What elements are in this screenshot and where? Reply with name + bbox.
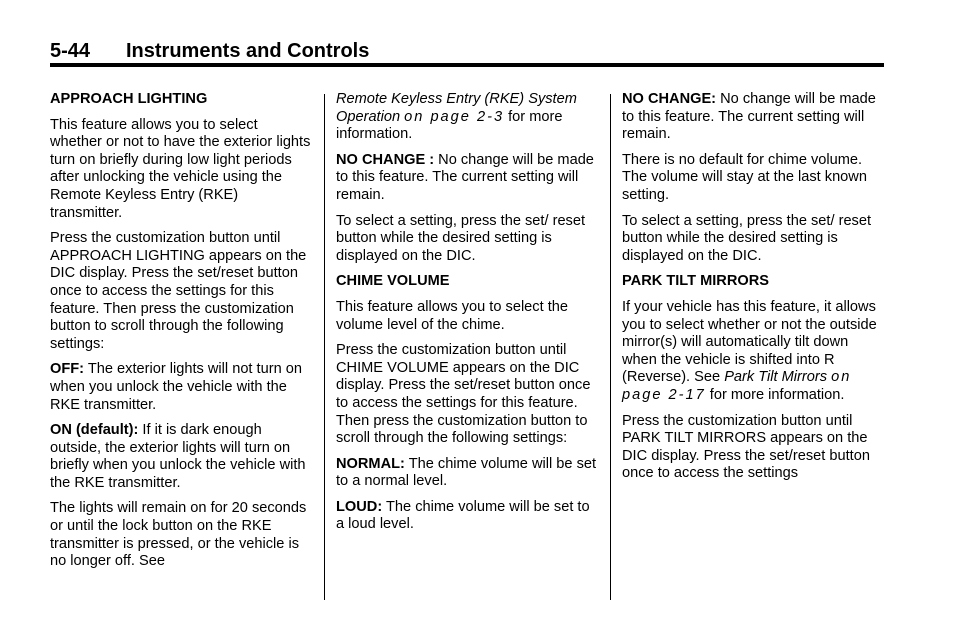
setting-normal bbox=[336, 456, 598, 491]
setting-on-default bbox=[50, 422, 312, 492]
paragraph bbox=[622, 299, 884, 405]
setting-term: LOUD: bbox=[336, 498, 383, 515]
paragraph-text: If your vehicle has this feature, it allows you to select whether or not the outside mirror(s) will automatically tilt down when the vehicle is shifted into R (Reverse). See bbox=[622, 298, 877, 386]
setting-text: The exterior lights will not turn on when you unlock the vehicle with the RKE transmitter. bbox=[50, 361, 302, 413]
paragraph: The lights will remain on for 20 seconds or until the lock button on the RKE transmitter is pressed, or the vehicle is no longer off. See bbox=[50, 500, 307, 570]
reference-tail: for more information. bbox=[705, 386, 845, 403]
setting-term: OFF: bbox=[50, 361, 85, 378]
paragraph: To select a setting, press the set/ reset button while the desired setting is displayed on the DIC. bbox=[336, 212, 586, 264]
paragraph: This feature allows you to select whether or not to have the exterior lights turn on briefly during low light periods after unlocking the vehicle using the Remote Keyless Entry (RKE) transmitter. bbox=[50, 116, 311, 221]
page-header bbox=[50, 38, 884, 64]
setting-text: No change will be made to this feature. The current setting will remain. bbox=[336, 151, 594, 203]
chime-volume-heading: CHIME VOLUME bbox=[336, 273, 450, 290]
setting-text: If it is dark enough outside, the exterior lights will turn on briefly when you unlock the vehicle with the RKE transmitter. bbox=[50, 422, 306, 491]
column-2 bbox=[336, 91, 598, 542]
setting-term: NO CHANGE : bbox=[336, 151, 435, 168]
header-rule bbox=[50, 63, 884, 67]
column-divider bbox=[324, 94, 325, 600]
paragraph: There is no default for chime volume. The volume will stay at the last known setting. bbox=[622, 151, 867, 203]
setting-no-change bbox=[622, 91, 884, 144]
column-3 bbox=[622, 91, 884, 491]
page-reference: on page 2-17 bbox=[622, 369, 852, 403]
column-1 bbox=[50, 91, 312, 579]
setting-loud bbox=[336, 499, 598, 534]
reference-link[interactable]: Remote Keyless Entry (RKE) System Operation bbox=[336, 91, 577, 125]
setting-text: No change will be made to this feature. The current setting will remain. bbox=[622, 91, 876, 143]
paragraph: This feature allows you to select the volume level of the chime. bbox=[336, 298, 568, 333]
paragraph: To select a setting, press the set/ reset button while the desired setting is displayed on the DIC. bbox=[622, 212, 872, 264]
column-divider bbox=[610, 94, 611, 600]
setting-text: The chime volume will be set to a loud level. bbox=[336, 498, 590, 533]
section-title: Instruments and Controls bbox=[126, 40, 370, 62]
paragraph: Press the customization button until PARK TILT MIRRORS appears on the DIC display. Press the set/reset button once to access the settings bbox=[622, 412, 870, 482]
setting-term: NORMAL: bbox=[336, 455, 405, 472]
setting-no-change bbox=[336, 152, 598, 205]
page-reference: on page 2-3 bbox=[404, 108, 505, 125]
park-tilt-mirrors-heading: PARK TILT MIRRORS bbox=[622, 273, 770, 290]
paragraph: Press the customization button until CHIME VOLUME appears on the DIC display. Press the set/reset button once to access the settings for this feature. Then press the customization button to scroll through the following settings: bbox=[336, 342, 591, 447]
setting-off bbox=[50, 361, 312, 414]
paragraph: Press the customization button until APPROACH LIGHTING appears on the DIC display. Press the set/reset button once to access the settings for this feature. Then press the customization button to scroll through the following settings: bbox=[50, 230, 307, 352]
reference-link[interactable]: Park Tilt Mirrors bbox=[724, 369, 828, 386]
reference-tail: for more information. bbox=[336, 108, 563, 143]
approach-lighting-heading: APPROACH LIGHTING bbox=[50, 91, 208, 107]
setting-text: The chime volume will be set to a normal level. bbox=[336, 455, 597, 490]
setting-term: ON (default): bbox=[50, 422, 139, 439]
page-number: 5-44 bbox=[50, 40, 91, 62]
cross-reference bbox=[336, 91, 598, 144]
setting-term: NO CHANGE: bbox=[622, 91, 717, 107]
